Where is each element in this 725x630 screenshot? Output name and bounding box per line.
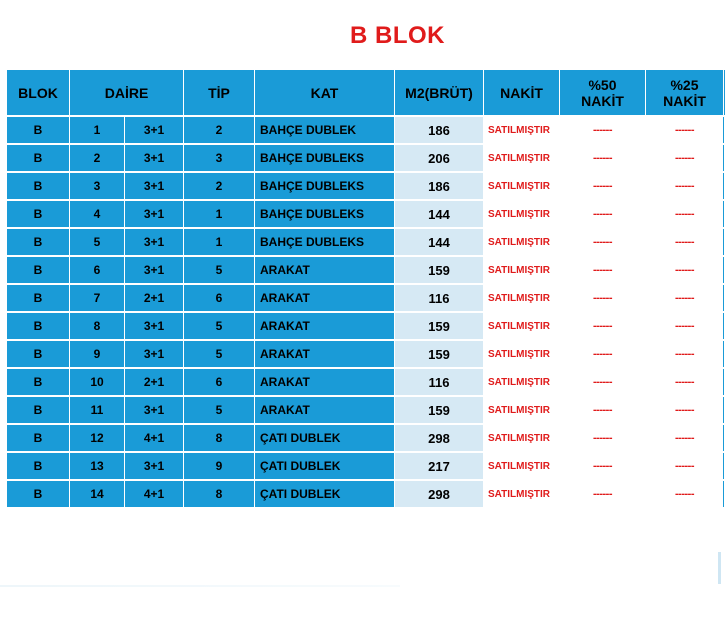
cell-m2: 206 bbox=[395, 145, 484, 171]
cell-tip: 1 bbox=[184, 229, 255, 255]
cell-kat: ARAKAT bbox=[255, 313, 395, 339]
table-row bbox=[7, 145, 725, 173]
cell-oda: 3+1 bbox=[125, 453, 184, 479]
cell-kat: ARAKAT bbox=[255, 285, 395, 311]
cell-blok: B bbox=[7, 229, 70, 255]
cell-m2: 116 bbox=[395, 285, 484, 311]
cell-daire-no: 14 bbox=[70, 481, 125, 507]
decorative-line bbox=[0, 585, 400, 587]
cell-pct25: ------ bbox=[646, 341, 724, 367]
cell-daire-no: 2 bbox=[70, 145, 125, 171]
cell-m2: 144 bbox=[395, 229, 484, 255]
header-pct50-label: %50 NAKİT bbox=[581, 76, 624, 109]
cell-pct25: ------ bbox=[646, 369, 724, 395]
cell-kat: ÇATI DUBLEK bbox=[255, 425, 395, 451]
cell-pct25: ------ bbox=[646, 481, 724, 507]
cell-nakit-status: SATILMIŞTIR bbox=[484, 173, 560, 199]
cell-pct50: ------ bbox=[560, 229, 646, 255]
cell-pct25: ------ bbox=[646, 425, 724, 451]
cell-daire-no: 12 bbox=[70, 425, 125, 451]
cell-pct50: ------ bbox=[560, 173, 646, 199]
cell-tip: 8 bbox=[184, 425, 255, 451]
cell-oda: 3+1 bbox=[125, 145, 184, 171]
header-blok: BLOK bbox=[7, 70, 70, 115]
cell-m2: 217 bbox=[395, 453, 484, 479]
cell-pct50: ------ bbox=[560, 257, 646, 283]
cell-pct50: ------ bbox=[560, 369, 646, 395]
cell-blok: B bbox=[7, 313, 70, 339]
cell-kat: ÇATI DUBLEK bbox=[255, 453, 395, 479]
cell-blok: B bbox=[7, 285, 70, 311]
cell-blok: B bbox=[7, 341, 70, 367]
table-body bbox=[7, 117, 725, 509]
cell-pct25: ------ bbox=[646, 397, 724, 423]
table-row bbox=[7, 229, 725, 257]
cell-kat: ARAKAT bbox=[255, 369, 395, 395]
cell-tip: 1 bbox=[184, 201, 255, 227]
header-tip: TİP bbox=[184, 70, 255, 115]
cell-kat: BAHÇE DUBLEKS bbox=[255, 229, 395, 255]
header-pct25-label: %25 NAKİT bbox=[663, 76, 706, 109]
cell-m2: 116 bbox=[395, 369, 484, 395]
cell-tip: 6 bbox=[184, 285, 255, 311]
table-row bbox=[7, 173, 725, 201]
table-header bbox=[7, 70, 725, 117]
cell-nakit-status: SATILMIŞTIR bbox=[484, 425, 560, 451]
cell-oda: 2+1 bbox=[125, 369, 184, 395]
cell-m2: 159 bbox=[395, 341, 484, 367]
table-row bbox=[7, 397, 725, 425]
cell-daire-no: 5 bbox=[70, 229, 125, 255]
cell-daire-no: 13 bbox=[70, 453, 125, 479]
table-row bbox=[7, 117, 725, 145]
price-list-table bbox=[5, 70, 725, 509]
cell-daire-no: 3 bbox=[70, 173, 125, 199]
cell-oda: 3+1 bbox=[125, 341, 184, 367]
cell-oda: 3+1 bbox=[125, 397, 184, 423]
cell-daire-no: 10 bbox=[70, 369, 125, 395]
cell-pct25: ------ bbox=[646, 145, 724, 171]
cell-nakit-status: SATILMIŞTIR bbox=[484, 313, 560, 339]
cell-oda: 3+1 bbox=[125, 173, 184, 199]
cell-tip: 5 bbox=[184, 397, 255, 423]
cell-kat: BAHÇE DUBLEK bbox=[255, 117, 395, 143]
table-row bbox=[7, 313, 725, 341]
cell-pct25: ------ bbox=[646, 285, 724, 311]
cell-blok: B bbox=[7, 397, 70, 423]
cell-tip: 2 bbox=[184, 173, 255, 199]
cell-nakit-status: SATILMIŞTIR bbox=[484, 481, 560, 507]
cell-pct50: ------ bbox=[560, 453, 646, 479]
table-row bbox=[7, 285, 725, 313]
cell-kat: ARAKAT bbox=[255, 397, 395, 423]
cell-nakit-status: SATILMIŞTIR bbox=[484, 201, 560, 227]
cell-daire-no: 4 bbox=[70, 201, 125, 227]
cell-m2: 159 bbox=[395, 313, 484, 339]
cell-oda: 3+1 bbox=[125, 229, 184, 255]
cell-oda: 4+1 bbox=[125, 425, 184, 451]
cell-tip: 3 bbox=[184, 145, 255, 171]
cell-tip: 5 bbox=[184, 257, 255, 283]
cell-pct50: ------ bbox=[560, 285, 646, 311]
cell-m2: 144 bbox=[395, 201, 484, 227]
cell-tip: 6 bbox=[184, 369, 255, 395]
table-row bbox=[7, 369, 725, 397]
cell-kat: ARAKAT bbox=[255, 257, 395, 283]
cell-tip: 5 bbox=[184, 313, 255, 339]
table-row bbox=[7, 453, 725, 481]
cell-m2: 159 bbox=[395, 257, 484, 283]
cell-daire-no: 1 bbox=[70, 117, 125, 143]
cell-oda: 3+1 bbox=[125, 117, 184, 143]
cell-nakit-status: SATILMIŞTIR bbox=[484, 397, 560, 423]
table-row bbox=[7, 201, 725, 229]
cell-pct25: ------ bbox=[646, 201, 724, 227]
cell-oda: 3+1 bbox=[125, 313, 184, 339]
cell-nakit-status: SATILMIŞTIR bbox=[484, 229, 560, 255]
cell-pct25: ------ bbox=[646, 229, 724, 255]
cell-pct50: ------ bbox=[560, 313, 646, 339]
cell-blok: B bbox=[7, 453, 70, 479]
cell-kat: ÇATI DUBLEK bbox=[255, 481, 395, 507]
page-title: B BLOK bbox=[350, 22, 445, 49]
cell-pct25: ------ bbox=[646, 453, 724, 479]
cell-nakit-status: SATILMIŞTIR bbox=[484, 257, 560, 283]
cell-kat: ARAKAT bbox=[255, 341, 395, 367]
cell-oda: 3+1 bbox=[125, 257, 184, 283]
cell-oda: 4+1 bbox=[125, 481, 184, 507]
header-pct50 bbox=[560, 70, 646, 115]
cell-blok: B bbox=[7, 201, 70, 227]
cell-daire-no: 7 bbox=[70, 285, 125, 311]
cell-tip: 8 bbox=[184, 481, 255, 507]
table-row bbox=[7, 341, 725, 369]
cell-blok: B bbox=[7, 369, 70, 395]
cell-kat: BAHÇE DUBLEKS bbox=[255, 145, 395, 171]
cell-blok: B bbox=[7, 145, 70, 171]
cell-daire-no: 8 bbox=[70, 313, 125, 339]
cell-blok: B bbox=[7, 173, 70, 199]
cell-blok: B bbox=[7, 117, 70, 143]
cell-pct50: ------ bbox=[560, 425, 646, 451]
cell-m2: 186 bbox=[395, 173, 484, 199]
cell-pct50: ------ bbox=[560, 397, 646, 423]
table-row bbox=[7, 425, 725, 453]
cell-blok: B bbox=[7, 257, 70, 283]
cell-nakit-status: SATILMIŞTIR bbox=[484, 285, 560, 311]
cell-pct25: ------ bbox=[646, 173, 724, 199]
cell-nakit-status: SATILMIŞTIR bbox=[484, 145, 560, 171]
header-pct25 bbox=[646, 70, 724, 115]
cell-tip: 9 bbox=[184, 453, 255, 479]
cell-nakit-status: SATILMIŞTIR bbox=[484, 369, 560, 395]
cell-pct50: ------ bbox=[560, 341, 646, 367]
cell-tip: 5 bbox=[184, 341, 255, 367]
cell-m2: 298 bbox=[395, 425, 484, 451]
header-nakit: NAKİT bbox=[484, 70, 560, 115]
cell-pct25: ------ bbox=[646, 313, 724, 339]
cell-daire-no: 11 bbox=[70, 397, 125, 423]
header-m2: M2(BRÜT) bbox=[395, 70, 484, 115]
cell-blok: B bbox=[7, 481, 70, 507]
cell-pct50: ------ bbox=[560, 481, 646, 507]
cell-nakit-status: SATILMIŞTIR bbox=[484, 453, 560, 479]
table-row bbox=[7, 257, 725, 285]
cell-oda: 2+1 bbox=[125, 285, 184, 311]
cell-m2: 159 bbox=[395, 397, 484, 423]
cell-blok: B bbox=[7, 425, 70, 451]
cell-m2: 298 bbox=[395, 481, 484, 507]
cell-m2: 186 bbox=[395, 117, 484, 143]
header-daire: DAİRE bbox=[70, 70, 184, 115]
cell-pct25: ------ bbox=[646, 257, 724, 283]
cell-nakit-status: SATILMIŞTIR bbox=[484, 341, 560, 367]
header-kat: KAT bbox=[255, 70, 395, 115]
cell-oda: 3+1 bbox=[125, 201, 184, 227]
cell-pct50: ------ bbox=[560, 145, 646, 171]
cell-pct25: ------ bbox=[646, 117, 724, 143]
table-row bbox=[7, 481, 725, 509]
cell-pct50: ------ bbox=[560, 117, 646, 143]
decorative-bar bbox=[718, 552, 721, 584]
cell-pct50: ------ bbox=[560, 201, 646, 227]
cell-nakit-status: SATILMIŞTIR bbox=[484, 117, 560, 143]
cell-kat: BAHÇE DUBLEKS bbox=[255, 201, 395, 227]
cell-daire-no: 9 bbox=[70, 341, 125, 367]
cell-kat: BAHÇE DUBLEKS bbox=[255, 173, 395, 199]
cell-tip: 2 bbox=[184, 117, 255, 143]
cell-daire-no: 6 bbox=[70, 257, 125, 283]
